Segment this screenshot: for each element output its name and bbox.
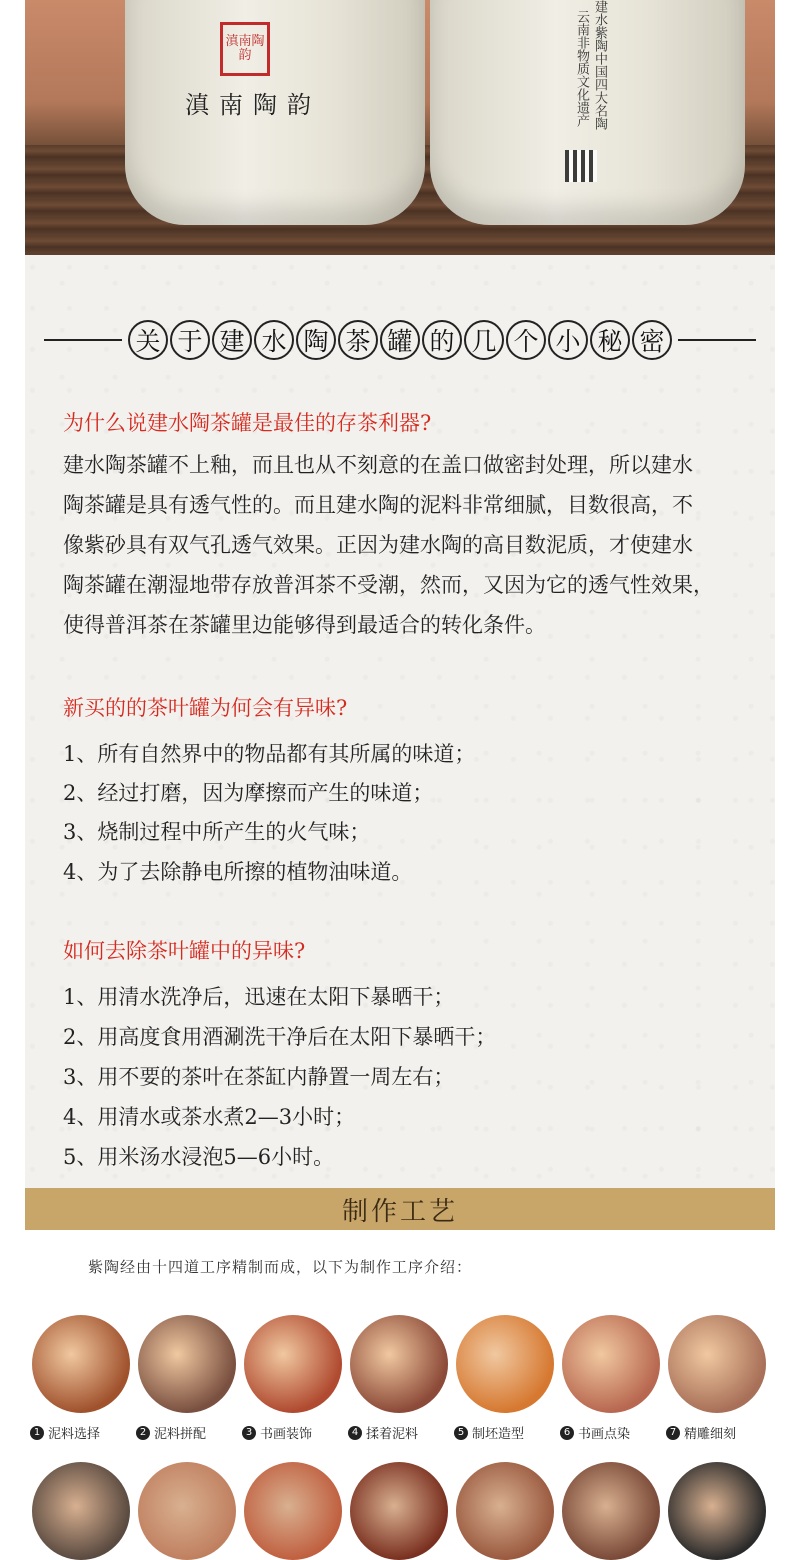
title-char: 关 [128, 320, 168, 360]
article-section [25, 255, 775, 1188]
step-number-badge: 1 [30, 1426, 44, 1440]
calligraphy-vertical-1: 建水紫陶中国四大名陶 [592, 0, 607, 130]
step-photo [350, 1315, 448, 1413]
step-label-text: 制坯造型 [472, 1427, 525, 1442]
step-label-text: 书画装饰 [260, 1427, 313, 1442]
step-label [560, 1423, 630, 1442]
craft-step [244, 1315, 344, 1442]
answer-line: 陶茶罐是具有透气性的。而且建水陶的泥料非常细腻，目数很高，不 [63, 493, 693, 517]
answer-line: 使得普洱茶在茶罐里边能够得到最适合的转化条件。 [63, 613, 546, 637]
title-char: 水 [254, 320, 294, 360]
step-photo [668, 1462, 766, 1560]
step-number-badge: 3 [242, 1426, 256, 1440]
question-1-title: 为什么说建水陶茶罐是最佳的存茶利器? [63, 411, 432, 435]
step-number-badge: 6 [560, 1426, 574, 1440]
calligraphy-vertical-2: 云南非物质文化遗产 [574, 10, 589, 127]
step-number-badge: 5 [454, 1426, 468, 1440]
qr-code-icon [565, 150, 597, 182]
step-photo [32, 1315, 130, 1413]
craft-step [350, 1462, 450, 1560]
craft-step [32, 1315, 132, 1442]
step-label [348, 1423, 418, 1442]
step-number-badge: 4 [348, 1426, 362, 1440]
title-char: 几 [464, 320, 504, 360]
title-char: 个 [506, 320, 546, 360]
step-label [136, 1423, 206, 1442]
step-photo [350, 1462, 448, 1560]
title-char: 于 [170, 320, 210, 360]
title-char: 的 [422, 320, 462, 360]
step-photo [562, 1462, 660, 1560]
question-3-title: 如何去除茶叶罐中的异味? [63, 939, 306, 963]
list-item: 1、用清水洗净后，迅速在太阳下暴晒干； [63, 985, 455, 1009]
craft-step [456, 1315, 556, 1442]
craft-step [138, 1315, 238, 1442]
title-char: 茶 [338, 320, 378, 360]
list-item: 1、所有自然界中的物品都有其所属的味道； [63, 742, 476, 766]
hero-photo [25, 0, 775, 255]
craft-step [350, 1315, 450, 1442]
step-label [666, 1423, 736, 1442]
list-item: 3、烧制过程中所产生的火气味； [63, 820, 371, 844]
craft-step [668, 1315, 768, 1442]
list-item: 5、用米汤水浸泡5—6小时。 [63, 1145, 335, 1169]
craft-intro: 紫陶经由十四道工序精制而成，以下为制作工序介绍： [88, 1258, 473, 1276]
title-char: 密 [632, 320, 672, 360]
step-label [454, 1423, 524, 1442]
step-label-text: 精雕细刻 [684, 1427, 737, 1442]
craft-step [138, 1462, 238, 1560]
title-char: 秘 [590, 320, 630, 360]
step-photo [456, 1462, 554, 1560]
answer-line: 像紫砂具有双气孔透气效果。正因为建水陶的高目数泥质，才使建水 [63, 533, 693, 557]
step-photo [456, 1315, 554, 1413]
section-title-chars [128, 320, 672, 360]
list-item: 3、用不要的茶叶在茶缸内静置一周左右； [63, 1065, 455, 1089]
list-item: 4、用清水或茶水煮2—3小时； [63, 1105, 356, 1129]
list-item: 2、经过打磨，因为摩擦而产生的味道； [63, 781, 434, 805]
step-label [242, 1423, 312, 1442]
craft-step [456, 1462, 556, 1560]
title-char: 罐 [380, 320, 420, 360]
craft-step [562, 1315, 662, 1442]
step-photo [138, 1462, 236, 1560]
step-photo [562, 1315, 660, 1413]
title-char: 小 [548, 320, 588, 360]
step-photo [138, 1315, 236, 1413]
section-title [25, 315, 775, 365]
title-char: 建 [212, 320, 252, 360]
step-number-badge: 7 [666, 1426, 680, 1440]
craft-step [668, 1462, 768, 1560]
step-number-badge: 2 [136, 1426, 150, 1440]
craft-step [562, 1462, 662, 1560]
list-item: 2、用高度食用酒涮洗干净后在太阳下暴晒干； [63, 1025, 497, 1049]
title-divider-right [678, 339, 756, 341]
answer-line: 建水陶茶罐不上釉，而且也从不刻意的在盖口做密封处理，所以建水 [63, 453, 693, 477]
step-photo [244, 1462, 342, 1560]
craft-step [244, 1462, 344, 1560]
question-2-title: 新买的的茶叶罐为何会有异味? [63, 696, 348, 720]
step-photo [668, 1315, 766, 1413]
jar-bag-right [430, 0, 745, 225]
step-label [30, 1423, 100, 1442]
question-1-answer [63, 445, 763, 645]
jar-bag-left [125, 0, 425, 225]
list-item: 4、为了去除静电所擦的植物油味道。 [63, 860, 413, 884]
craft-heading-band: 制作工艺 [25, 1188, 775, 1230]
step-label-text: 泥料拼配 [154, 1427, 207, 1442]
title-char: 陶 [296, 320, 336, 360]
step-photo [244, 1315, 342, 1413]
title-divider-left [44, 339, 122, 341]
step-label-text: 书画点染 [578, 1427, 631, 1442]
step-label-text: 揉着泥料 [366, 1427, 419, 1442]
red-seal-stamp: 滇南陶韵 [220, 22, 270, 76]
brand-calligraphy: 滇南陶韵 [185, 91, 321, 119]
step-photo [32, 1462, 130, 1560]
step-label-text: 泥料选择 [48, 1427, 101, 1442]
craft-step [32, 1462, 132, 1560]
answer-line: 陶茶罐在潮湿地带存放普洱茶不受潮，然而，又因为它的透气性效果， [63, 573, 714, 597]
